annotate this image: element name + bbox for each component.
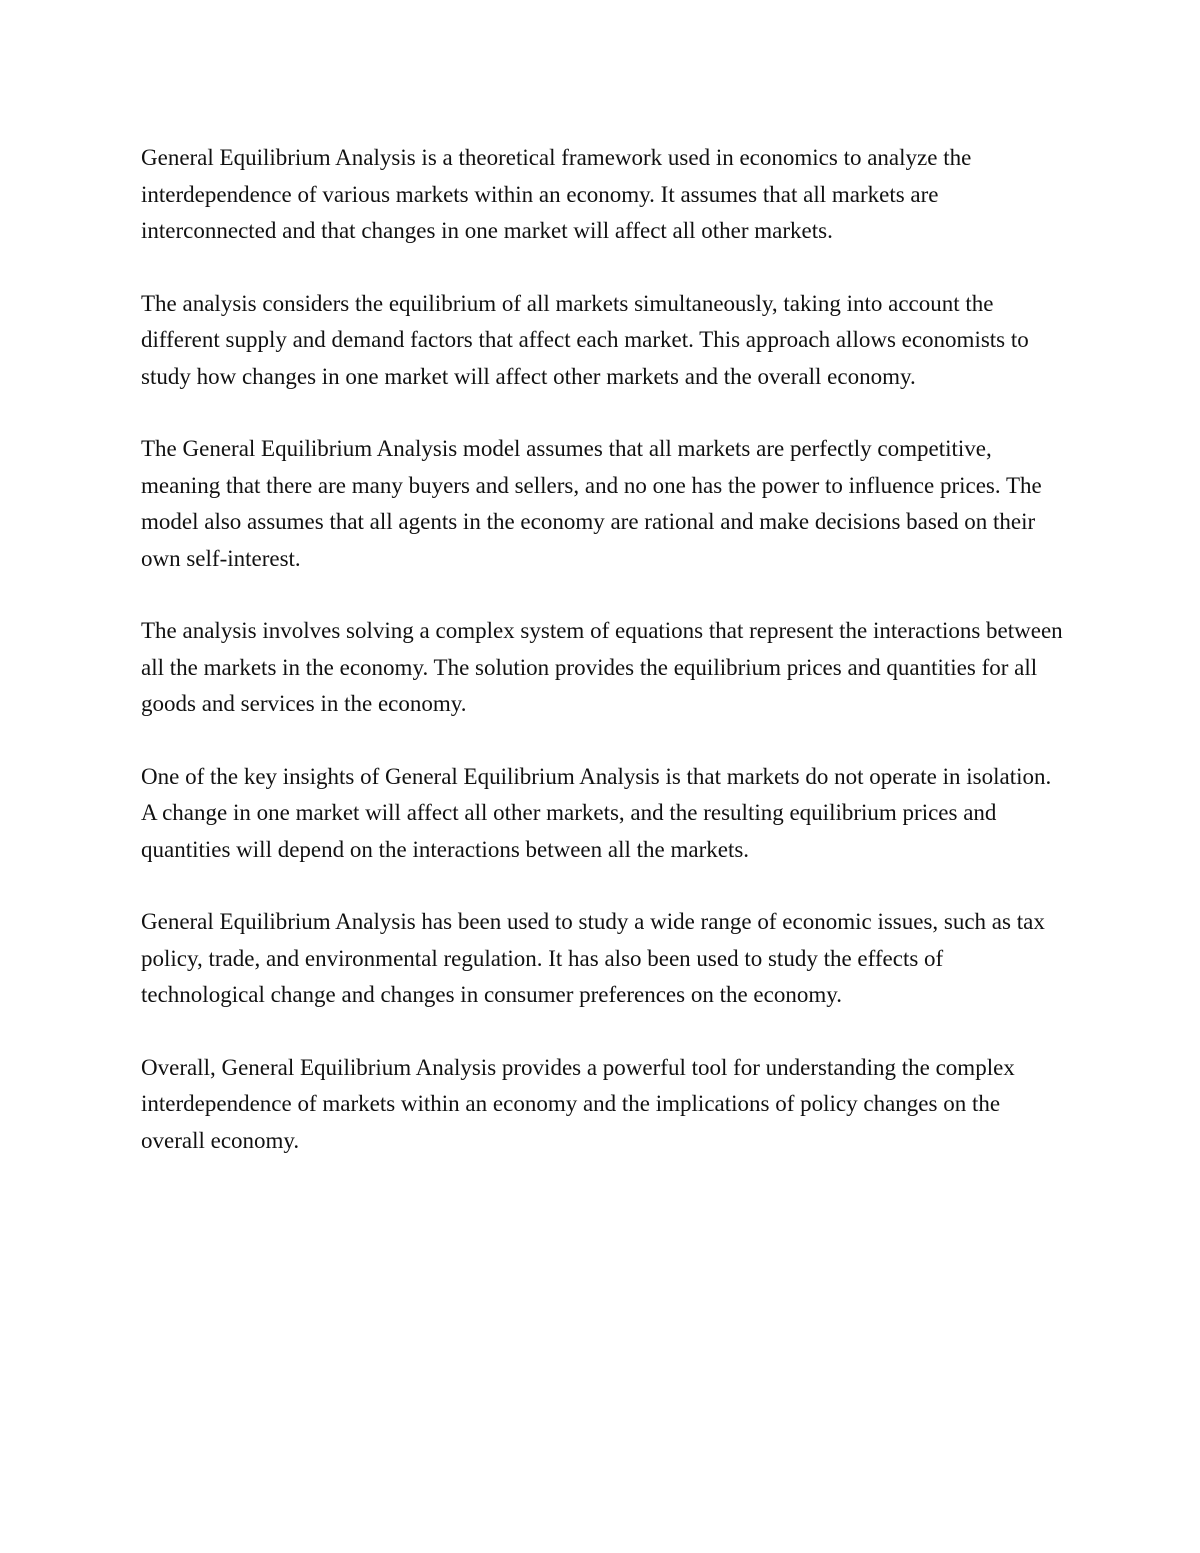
paragraph-applications: General Equilibrium Analysis has been used to study a wide range of economic issues, such as tax policy, trade, and environmental regulation. It has also been used to study the effects of technological change and changes in consumer preferences on the economy. [141, 909, 1045, 1007]
paragraph-intro: General Equilibrium Analysis is a theoretical framework used in economics to analyze the interdependence of various markets within an economy. It assumes that all markets are interconnected and that changes in one market will affect all other markets. [141, 145, 972, 243]
paragraph-simultaneous-equilibrium: The analysis considers the equilibrium of all markets simultaneously, taking into account the different supply and demand factors that affect each market. This approach allows economists to study how changes in one market will affect other markets and the overall economy. [141, 290, 1029, 389]
paragraph-key-insights: One of the key insights of General Equilibrium Analysis is that markets do not operate in isolation. A change in one market will affect all other markets, and the resulting equilibrium prices and quantities will depend on the interactions between all the markets. [141, 763, 1052, 862]
paragraph-conclusion: Overall, General Equilibrium Analysis provides a powerful tool for understanding the complex interdependence of markets within an economy and the implications of policy changes on the overall economy. [141, 1054, 1015, 1153]
paragraph-system-of-equations: The analysis involves solving a complex system of equations that represent the interactions between all the markets in the economy. The solution provides the equilibrium prices and quantities for all goods and services in the economy. [141, 618, 1063, 716]
document-body [141, 140, 1066, 1195]
paragraph-model-assumptions: The General Equilibrium Analysis model assumes that all markets are perfectly competitive, meaning that there are many buyers and sellers, and no one has the power to influence prices. The model also assumes that all agents in the economy are rational and make decisions based on their own self-interest. [141, 436, 1042, 571]
